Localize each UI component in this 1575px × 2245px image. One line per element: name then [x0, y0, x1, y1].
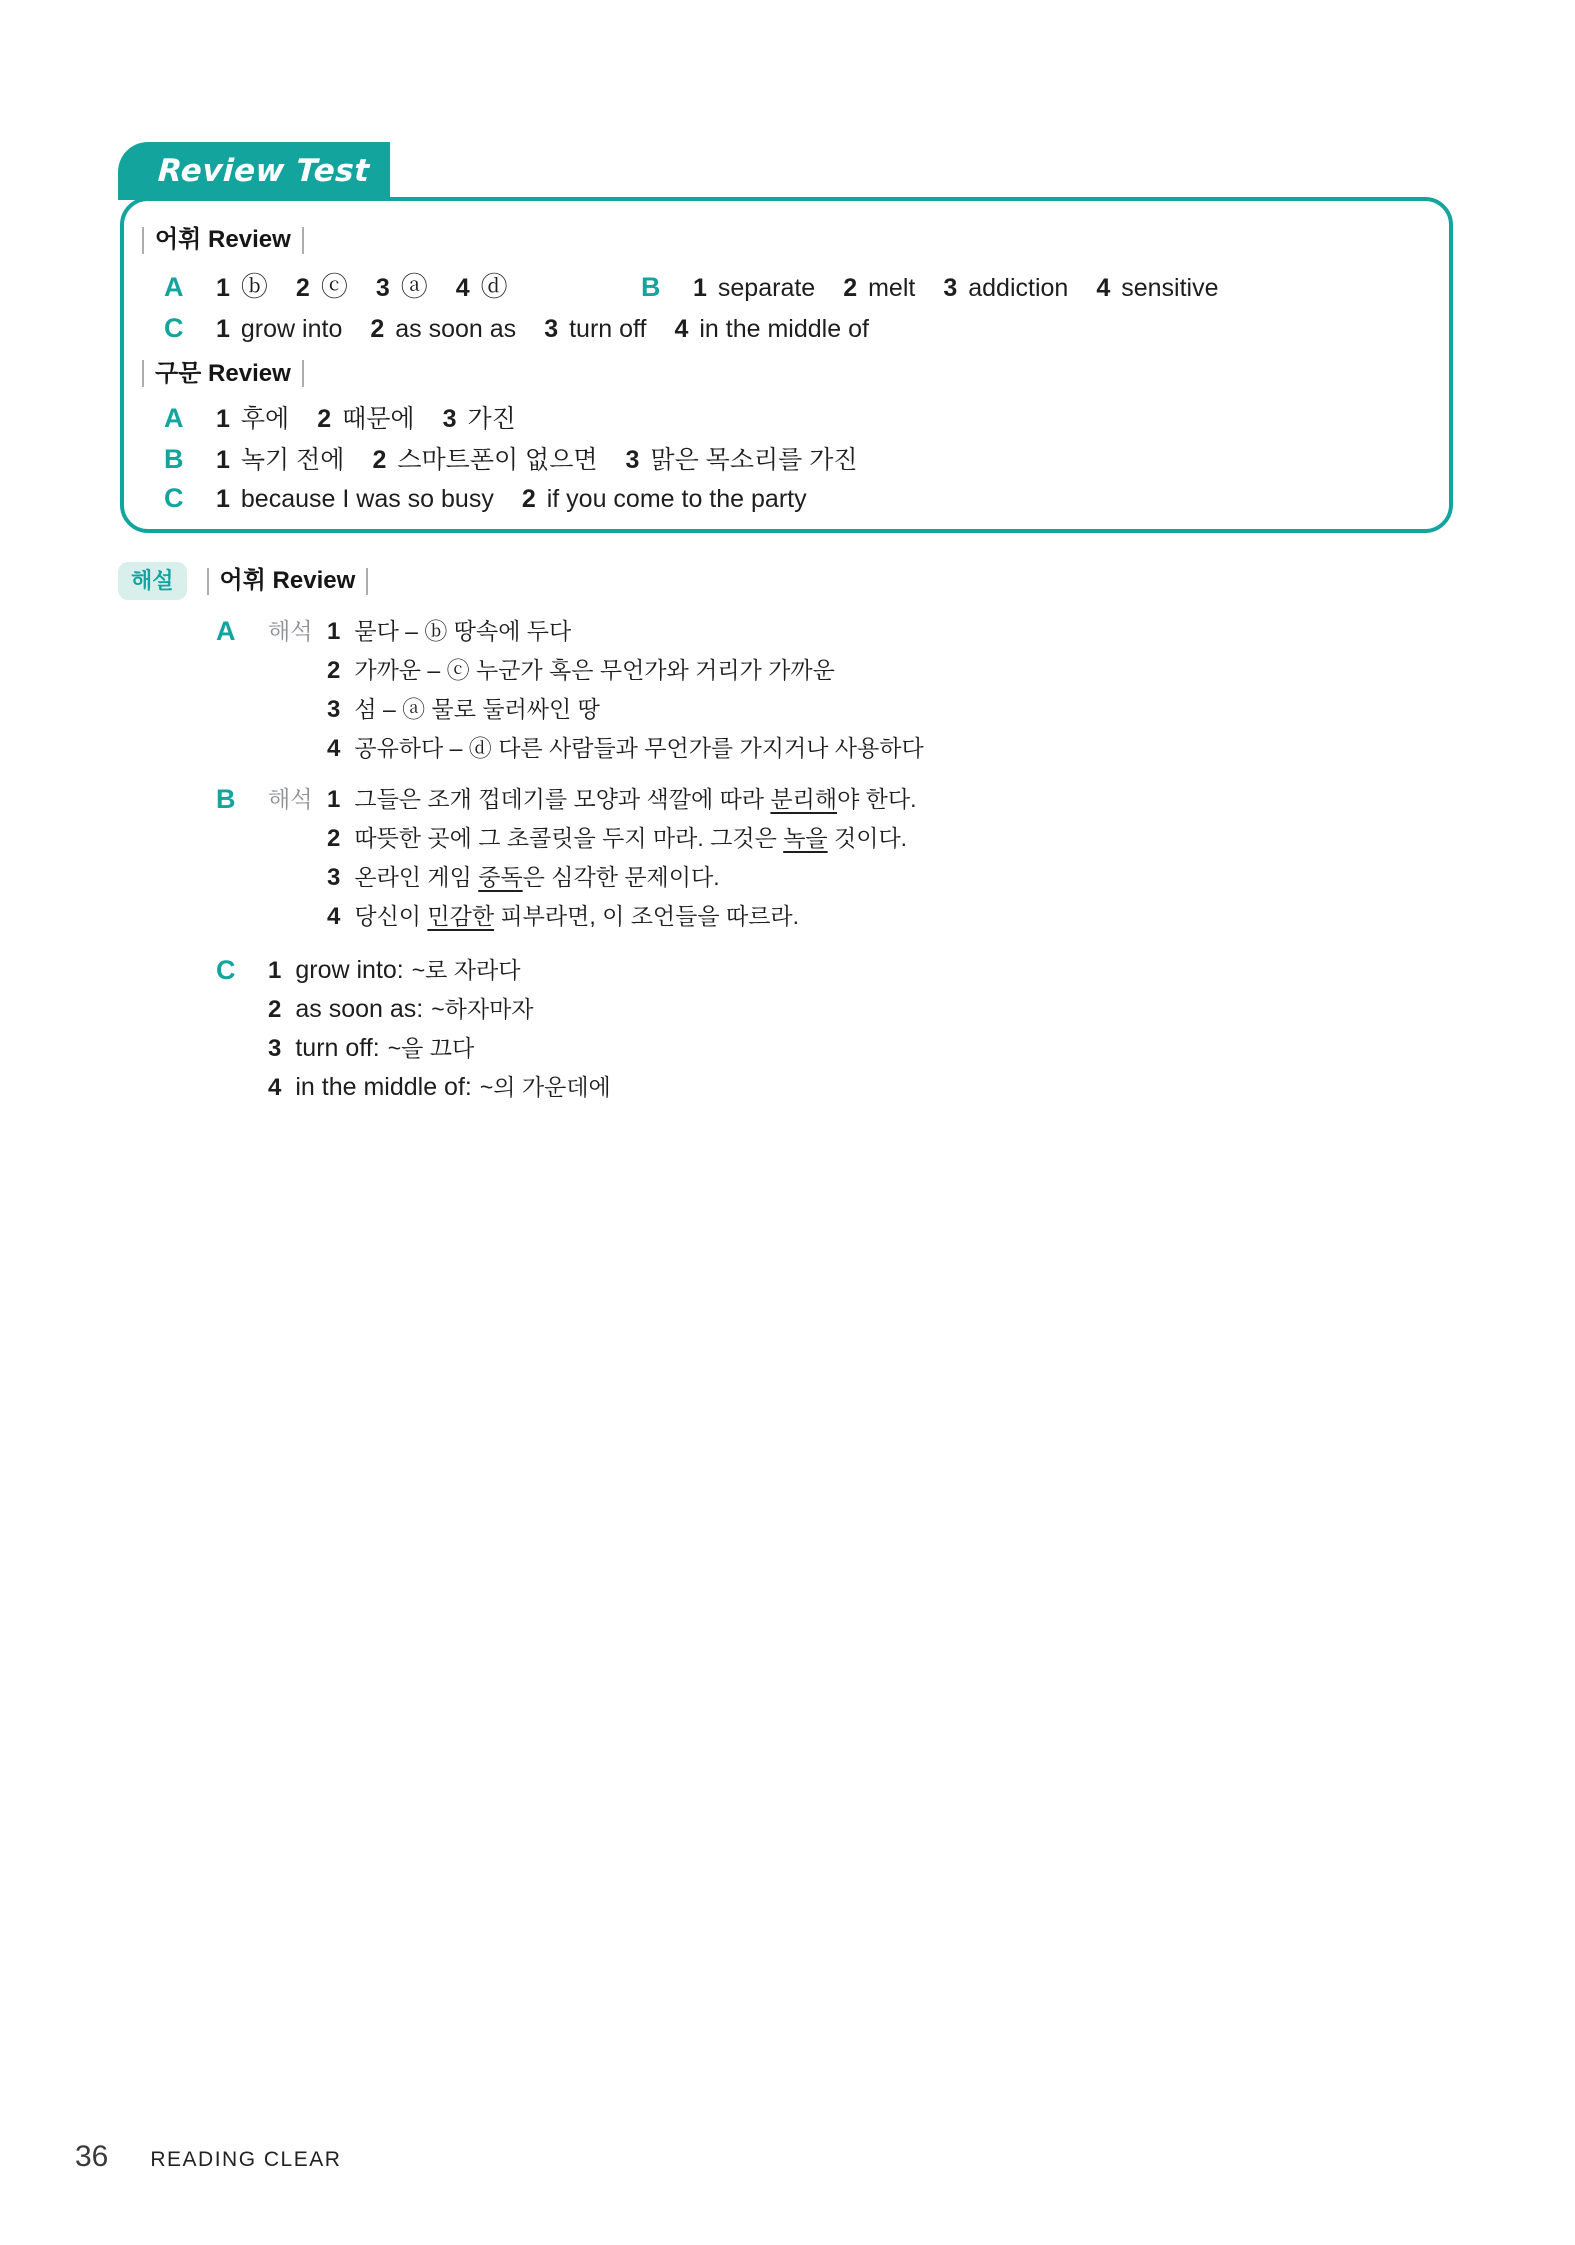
item-text: 당신이 민감한 피부라면, 이 조언들을 따르라.: [354, 903, 800, 929]
explanation-header: [118, 562, 1458, 600]
answer-text: melt: [868, 273, 916, 302]
vocab-review-heading: [142, 225, 304, 255]
answer-text: sensitive: [1121, 273, 1219, 302]
answer-item: 3 addiction: [943, 273, 1069, 302]
underlined-text: 분리해: [770, 786, 838, 812]
phrase-korean: ~로 자라다: [411, 957, 521, 983]
heading-bar-left: [207, 568, 209, 595]
answer-item: 2 ⓒ: [295, 271, 348, 302]
item-text: 묻다 – ⓑ 땅속에 두다: [354, 618, 572, 644]
underlined-text: 민감한: [427, 903, 495, 929]
item-line: 2 가까운 – ⓒ 누군가 혹은 무언가와 거리가 가까운: [327, 657, 835, 684]
block-sublabel: 해석: [268, 786, 313, 812]
answer-item: 4 in the middle of: [674, 314, 869, 343]
item-text: 온라인 게임 중독은 심각한 문제이다.: [354, 864, 720, 890]
heading-bar-left: [142, 227, 144, 254]
item-line: 2 따뜻한 곳에 그 초콜릿을 두지 마라. 그것은 녹을 것이다.: [327, 825, 908, 852]
book-title: READING CLEAR: [150, 2148, 342, 2171]
answer-text: because I was so busy: [240, 485, 494, 513]
vocab-review-heading-label: 어휘 Review: [155, 226, 291, 253]
item-line: 3 온라인 게임 중독은 심각한 문제이다.: [327, 864, 720, 891]
item-text: 그들은 조개 껍데기를 모양과 색깔에 따라 분리해야 한다.: [354, 786, 917, 812]
item-text: 따뜻한 곳에 그 초콜릿을 두지 마라. 그것은 녹을 것이다.: [354, 825, 908, 851]
syntax-answer-row-a: [142, 402, 1435, 435]
item-line: 1 grow into: ~로 자라다: [268, 956, 521, 984]
circled-answer: ⓑ: [240, 271, 268, 302]
answer-item: 2 스마트폰이 없으면: [372, 446, 598, 474]
heading-bar-left: [142, 360, 144, 387]
answer-item: 2 melt: [843, 273, 916, 302]
answer-item: 3 turn off: [544, 314, 647, 343]
answer-item: 4 sensitive: [1096, 273, 1219, 302]
heading-bar-right: [366, 568, 368, 595]
answer-text: addiction: [968, 273, 1069, 302]
block-label: A: [216, 616, 236, 646]
answer-text: 때문에: [342, 405, 415, 433]
answer-text: separate: [717, 273, 816, 302]
page-number: 36: [75, 2140, 109, 2173]
explanation-section: [118, 562, 1458, 1107]
explanation-block-b: [216, 780, 1458, 936]
page-footer: [75, 2140, 341, 2174]
circled-answer: ⓓ: [480, 271, 508, 302]
item-line: 1 그들은 조개 껍데기를 모양과 색깔에 따라 분리해야 한다.: [327, 786, 917, 813]
answer-item: 1 녹기 전에: [216, 446, 345, 474]
phrase-english: as soon as:: [295, 995, 424, 1023]
review-test-tab: [118, 142, 390, 200]
item-line: 3 섬 – ⓐ 물로 둘러싸인 땅: [327, 696, 600, 723]
answer-text: 맑은 목소리를 가진: [650, 446, 858, 474]
vocab-answer-row-c: [142, 312, 1435, 345]
syntax-review-heading-label: 구문 Review: [155, 359, 291, 387]
syntax-answer-row-c: [142, 482, 1435, 515]
answer-text: grow into: [240, 314, 343, 343]
answer-item: 3 가진: [442, 405, 516, 433]
phrase-english: in the middle of:: [295, 1073, 472, 1101]
answer-text: turn off: [569, 314, 647, 343]
answer-text: 가진: [467, 405, 516, 433]
item-line: 4 당신이 민감한 피부라면, 이 조언들을 따르라.: [327, 903, 800, 930]
phrase-korean: ~하자마자: [431, 996, 534, 1022]
block-label: C: [216, 955, 236, 985]
answer-text: 후에: [240, 405, 290, 433]
circled-answer: ⓒ: [320, 271, 348, 302]
syntax-answer-row-b: [142, 443, 1435, 476]
phrase-english: grow into:: [295, 956, 404, 984]
item-text: 공유하다 – ⓓ 다른 사람들과 무언가를 가지거나 사용하다: [354, 735, 924, 761]
block-sublabel: 해석: [268, 618, 313, 644]
item-line: 4 in the middle of: ~의 가운데에: [268, 1073, 611, 1101]
item-text: 가까운 – ⓒ 누군가 혹은 무언가와 거리가 가까운: [354, 657, 835, 683]
underlined-text: 녹을: [783, 825, 828, 851]
explanation-block-c: [216, 951, 1458, 1107]
item-line: 3 turn off: ~을 끄다: [268, 1034, 475, 1062]
answer-item: 1 because I was so busy: [216, 485, 494, 513]
explanation-heading: [207, 566, 369, 596]
group-label: B: [164, 444, 184, 474]
answer-item: 2 때문에: [317, 405, 415, 433]
underlined-text: 중독: [478, 864, 523, 890]
answer-text: 스마트폰이 없으면: [397, 446, 598, 474]
answer-text: as soon as: [395, 314, 517, 343]
vocab-group-b: [641, 271, 1247, 304]
answer-item: 2 as soon as: [370, 314, 517, 343]
answer-item: 4 ⓓ: [455, 271, 508, 302]
answer-text: in the middle of: [699, 314, 869, 343]
item-text: 섬 – ⓐ 물로 둘러싸인 땅: [354, 696, 600, 722]
answer-text: if you come to the party: [546, 485, 807, 513]
explanation-block-a: [216, 612, 1458, 768]
circled-answer: ⓐ: [400, 271, 428, 302]
heading-bar-right: [302, 227, 304, 254]
group-label: A: [164, 403, 184, 433]
phrase-english: turn off:: [295, 1034, 380, 1062]
item-line: 2 as soon as: ~하자마자: [268, 995, 534, 1023]
vocab-answer-row-ab: [142, 271, 1435, 304]
vocab-group-a: [164, 271, 641, 304]
block-label: B: [216, 784, 236, 814]
answer-text: 녹기 전에: [240, 446, 345, 474]
answer-item: 1 grow into: [216, 314, 343, 343]
answer-item: 1 후에: [216, 405, 290, 433]
item-line: 1 묻다 – ⓑ 땅속에 두다: [327, 618, 572, 645]
group-label: B: [641, 271, 661, 302]
group-label: A: [164, 271, 184, 302]
explanation-badge: 해설: [118, 562, 187, 600]
answer-item: 3 ⓐ: [375, 271, 428, 302]
page-title: Review Test: [157, 153, 371, 189]
explanation-heading-label: 어휘 Review: [219, 567, 356, 594]
phrase-korean: ~의 가운데에: [479, 1074, 611, 1100]
answer-item: 1 ⓑ: [216, 271, 268, 302]
answer-item: 1 separate: [693, 273, 816, 302]
answer-box: [120, 197, 1453, 533]
heading-bar-right: [302, 360, 304, 387]
item-line: 4 공유하다 – ⓓ 다른 사람들과 무언가를 가지거나 사용하다: [327, 735, 924, 762]
phrase-korean: ~을 끄다: [387, 1035, 475, 1061]
answer-item: 3 맑은 목소리를 가진: [625, 446, 858, 474]
syntax-review-heading: [142, 359, 304, 389]
group-label: C: [164, 312, 184, 343]
answer-item: 2 if you come to the party: [521, 485, 807, 513]
group-label: C: [164, 483, 184, 513]
